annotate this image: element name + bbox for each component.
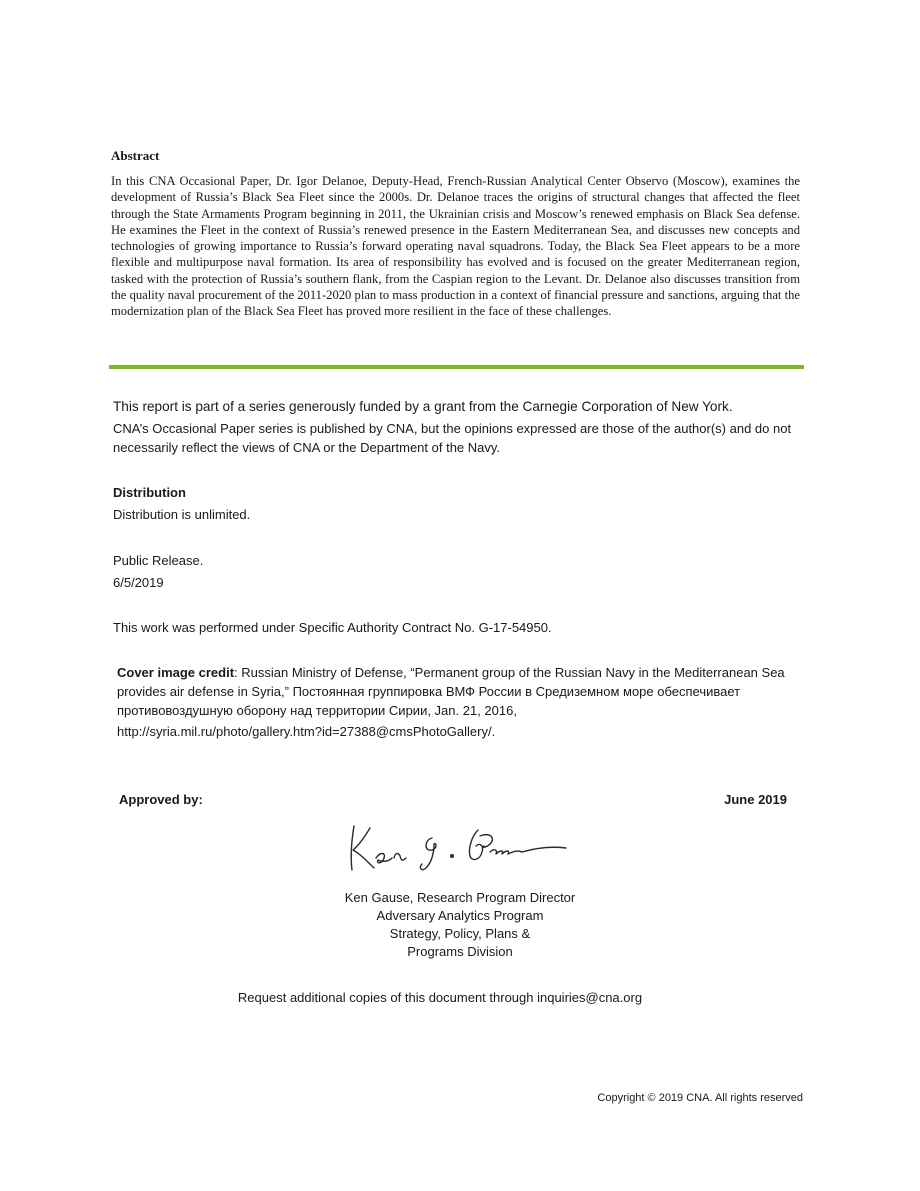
signer-line: Strategy, Policy, Plans & bbox=[389, 926, 531, 941]
signer-line: Ken Gause, Research Program Director bbox=[344, 890, 576, 905]
cover-credit-text: : Russian Ministry of Defense, “Permanent group of the Russian Navy in the Mediterranean Sea provides air defense in Syria,” Постоянная группировка ВМФ России в Средиземном море обеспечивает противовоздушную оборону над территории Сирии, Jan. 21, 2016, bbox=[117, 665, 785, 718]
abstract-text: In this CNA Occasional Paper, Dr. Igor Delanoe, Deputy-Head, French-Russian Analytical Center Observo (Moscow), examines the development of Russia’s Black Sea Fleet since the 2000s. Dr. Delanoe traces the origins of structural changes that affected the fleet through the State Armaments Program beginning in 2011, the Ukrainian crisis and Moscow’s renewed emphasis on Black Sea defense. He examines the Fleet in the context of Russia’s renewed presence in the Eastern Mediterranean Sea, and discusses new concepts and technologies of growing importance to Russia’s forward operating naval squadrons. Today, the Black Sea Fleet appears to be a more flexible and multipurpose naval formation. Its area of responsibility has evolved and is focused on the greater Mediterranean region, tasked with the protection of Russia’s southern flank, from the Caspian region to the Levant. Dr. Delanoe also discusses transition from the quality naval procurement of the 2011-2020 plan to mass production in a context of financial pressure and sanctions, arguing that the modernization plan of the Black Sea Fleet has proved more resilient in the face of these challenges. bbox=[111, 174, 800, 319]
signer-block bbox=[0, 889, 920, 961]
distribution-heading: Distribution bbox=[113, 485, 186, 500]
approval-date: June 2019 bbox=[724, 792, 787, 807]
release-date: 6/5/2019 bbox=[113, 575, 164, 590]
copyright-notice: Copyright © 2019 CNA. All rights reserved bbox=[597, 1092, 803, 1104]
distribution-text: Distribution is unlimited. bbox=[113, 507, 251, 522]
signature-image bbox=[340, 818, 570, 878]
section-divider bbox=[109, 365, 804, 369]
contract-statement: This work was performed under Specific Authority Contract No. G-17-54950. bbox=[113, 620, 552, 635]
signer-line: Programs Division bbox=[407, 944, 513, 959]
funding-note: This report is part of a series generously funded by a grant from the Carnegie Corporation of New York. bbox=[113, 399, 733, 414]
series-disclaimer: CNA’s Occasional Paper series is published by CNA, but the opinions expressed are those of the author(s) and do not necessarily reflect the views of CNA or the Department of the Navy. bbox=[113, 421, 792, 455]
cover-credit-url: http://syria.mil.ru/photo/gallery.htm?id=27388@cmsPhotoGallery/. bbox=[117, 724, 496, 739]
request-copies: Request additional copies of this document through inquiries@cna.org bbox=[237, 990, 643, 1005]
approved-by-label: Approved by: bbox=[119, 792, 203, 807]
cover-image-credit bbox=[117, 663, 807, 720]
abstract-heading: Abstract bbox=[111, 148, 160, 163]
public-release: Public Release. bbox=[113, 553, 204, 568]
signer-line: Adversary Analytics Program bbox=[376, 908, 544, 923]
cover-credit-label: Cover image credit bbox=[117, 665, 235, 680]
